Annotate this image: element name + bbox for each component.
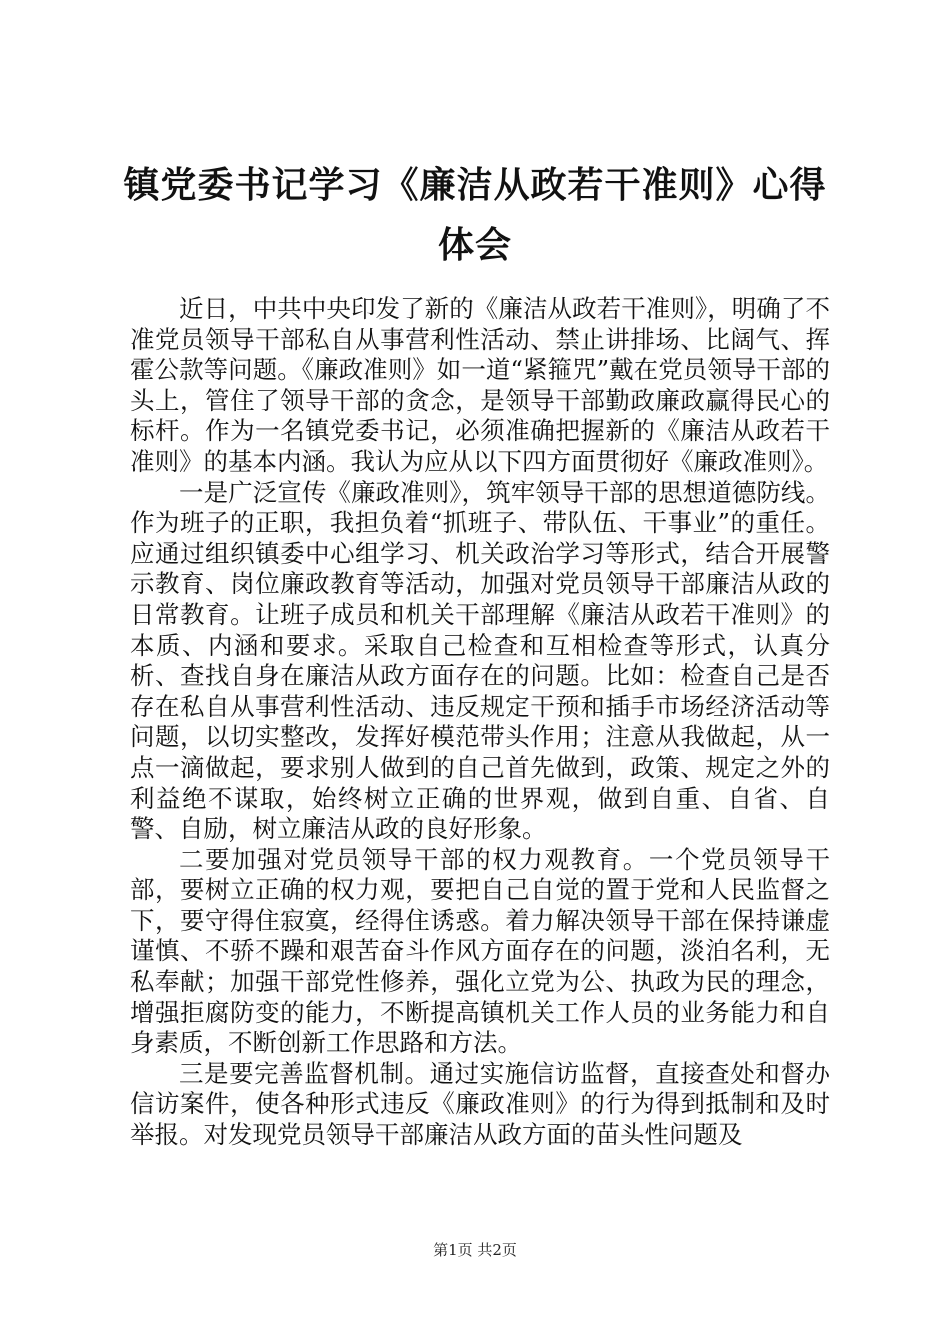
paragraph-point-two: 二要加强对党员领导干部的权力观教育。一个党员领导干部，要树立正确的权力观，要把自己自觉的置于党和人民监督之下，要守得住寂寞，经得住诱惑。着力解决领导干部在保持谦虚谨慎、不骄不躁和艰苦奋斗作风方面存在的问题，淡泊名利，无私奉献；加强干部党性修养，强化立党为公、执政为民的理念，增强拒腐防变的能力，不断提高镇机关工作人员的业务能力和自身素质，不断创新工作思路和方法。	[130, 844, 830, 1058]
page-number-footer: 第1页 共2页	[433, 1241, 517, 1259]
document-body	[130, 294, 830, 1151]
paragraph-point-one: 一是广泛宣传《廉政准则》，筑牢领导干部的思想道德防线。作为班子的正职，我担负着“抓班子、带队伍、干事业”的重任。应通过组织镇委中心组学习、机关政治学习等形式，结合开展警示教育、岗位廉政教育等活动，加强对党员领导干部廉洁从政的日常教育。让班子成员和机关干部理解《廉洁从政若干准则》的本质、内涵和要求。采取自己检查和互相检查等形式，认真分析、查找自身在廉洁从政方面存在的问题。比如：检查自己是否存在私自从事营利性活动、违反规定干预和插手市场经济活动等问题，以切实整改，发挥好模范带头作用；注意从我做起，从一点一滴做起，要求别人做到的自己首先做到，政策、规定之外的利益绝不谋取，始终树立正确的世界观，做到自重、自省、自警、自励，树立廉洁从政的良好形象。	[130, 477, 830, 844]
paragraph-point-three: 三是要完善监督机制。通过实施信访监督，直接查处和督办信访案件，使各种形式违反《廉政准则》的行为得到抵制和及时举报。对发现党员领导干部廉洁从政方面的苗头性问题及	[130, 1058, 830, 1150]
paragraph-intro: 近日，中共中央印发了新的《廉洁从政若干准则》，明确了不准党员领导干部私自从事营利性活动、禁止讲排场、比阔气、挥霍公款等问题。《廉政准则》如一道“紧箍咒”戴在党员领导干部的头上，管住了领导干部的贪念，是领导干部勤政廉政赢得民心的标杆。作为一名镇党委书记，必须准确把握新的《廉洁从政若干准则》的基本内涵。我认为应从以下四方面贯彻好《廉政准则》。	[130, 294, 830, 476]
document-title: 镇党委书记学习《廉洁从政若干准则》心得体会	[123, 164, 827, 266]
